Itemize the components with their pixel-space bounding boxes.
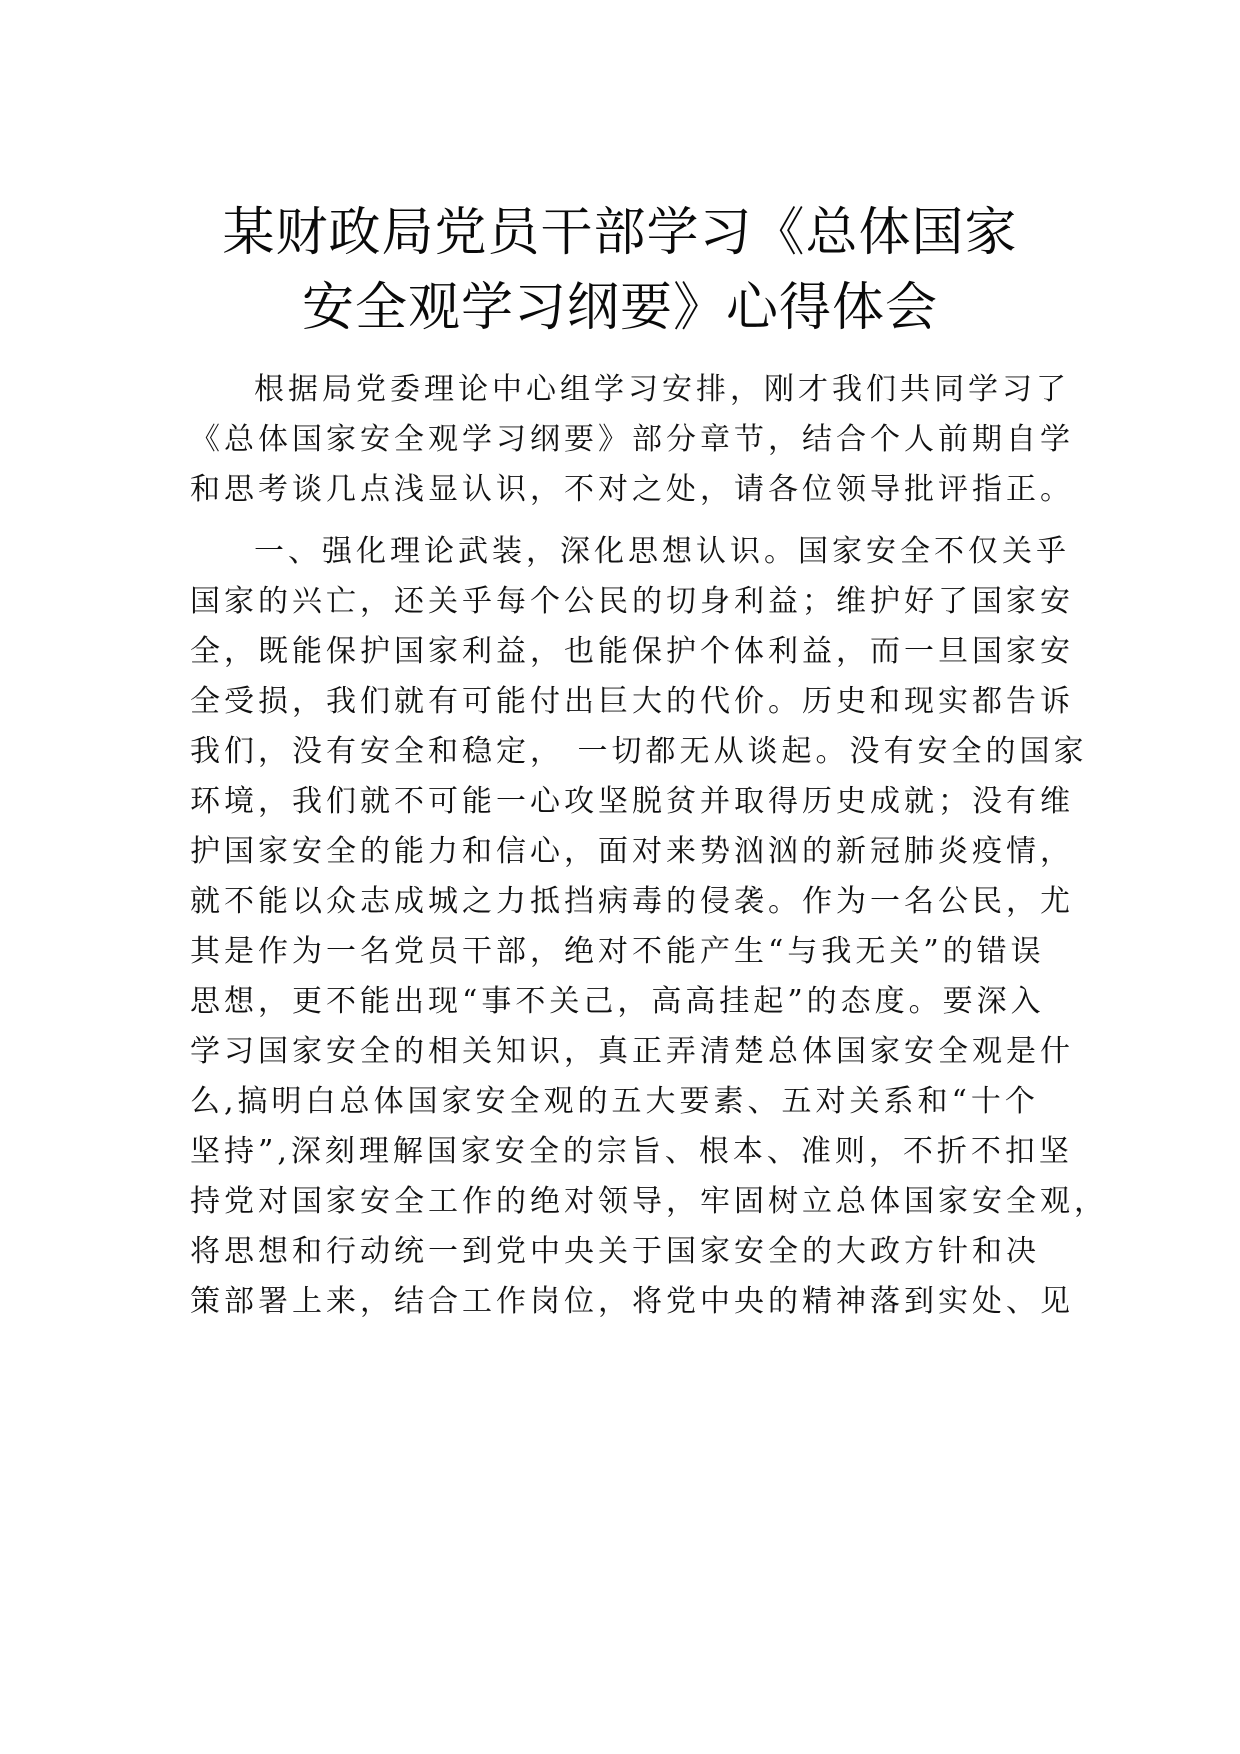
paragraph-line: 和思考谈几点浅显认识，不对之处，请各位领导批评指正。 <box>190 472 1074 507</box>
paragraph-intro <box>190 365 1090 515</box>
paragraph-line: 策部署上来，结合工作岗位，将党中央的精神落到实处、见 <box>190 1284 1074 1319</box>
paragraph-line: 国家的兴亡，还关乎每个公民的切身利益；维护好了国家安 <box>190 584 1074 619</box>
paragraph-line: 全受损，我们就有可能付出巨大的代价。历史和现实都告诉 <box>190 684 1074 719</box>
paragraph-line: 一、强化理论武装，深化思想认识。国家安全不仅关乎 <box>254 534 1070 569</box>
paragraph-line: 将思想和行动统一到党中央关于国家安全的大政方针和决 <box>190 1234 1040 1269</box>
paragraph-line: 《总体国家安全观学习纲要》部分章节，结合个人前期自学 <box>190 422 1074 457</box>
title-line: 安全观学习纲要》心得体会 <box>301 278 938 338</box>
paragraph-gap <box>190 515 1090 527</box>
paragraph-line: 护国家安全的能力和信心，面对来势汹汹的新冠肺炎疫情， <box>190 834 1074 869</box>
paragraph-line: 环境，我们就不可能一心攻坚脱贫并取得历史成就；没有维 <box>190 784 1074 819</box>
paragraph-line: 就不能以众志成城之力抵挡病毒的侵袭。作为一名公民，尤 <box>190 884 1074 919</box>
paragraph-line: 么,搞明白总体国家安全观的五大要素、五对关系和“十个 <box>190 1084 1039 1119</box>
paragraph-line: 我们，没有安全和稳定， 一切都无从谈起。没有安全的国家 <box>190 734 1088 769</box>
paragraph-line: 思想，更不能出现“事不关己，高高挂起”的态度。要深入 <box>190 984 1045 1019</box>
document-body <box>190 365 1108 1327</box>
document-title <box>150 196 1090 346</box>
paragraph-line: 全，既能保护国家利益，也能保护个体利益，而一旦国家安 <box>190 634 1074 669</box>
paragraph-line: 其是作为一名党员干部，绝对不能产生“与我无关”的错误 <box>190 934 1045 969</box>
paragraph-section-one <box>190 527 1108 1327</box>
paragraph-line: 学习国家安全的相关知识，真正弄清楚总体国家安全观是什 <box>190 1034 1074 1069</box>
paragraph-line: 坚持”,深刻理解国家安全的宗旨、根本、准则，不折不扣坚 <box>190 1134 1073 1169</box>
paragraph-line: 持党对国家安全工作的绝对领导，牢固树立总体国家安全观， <box>190 1184 1108 1219</box>
title-line: 某财政局党员干部学习《总体国家 <box>222 203 1018 263</box>
paragraph-line: 根据局党委理论中心组学习安排，刚才我们共同学习了 <box>254 372 1070 407</box>
